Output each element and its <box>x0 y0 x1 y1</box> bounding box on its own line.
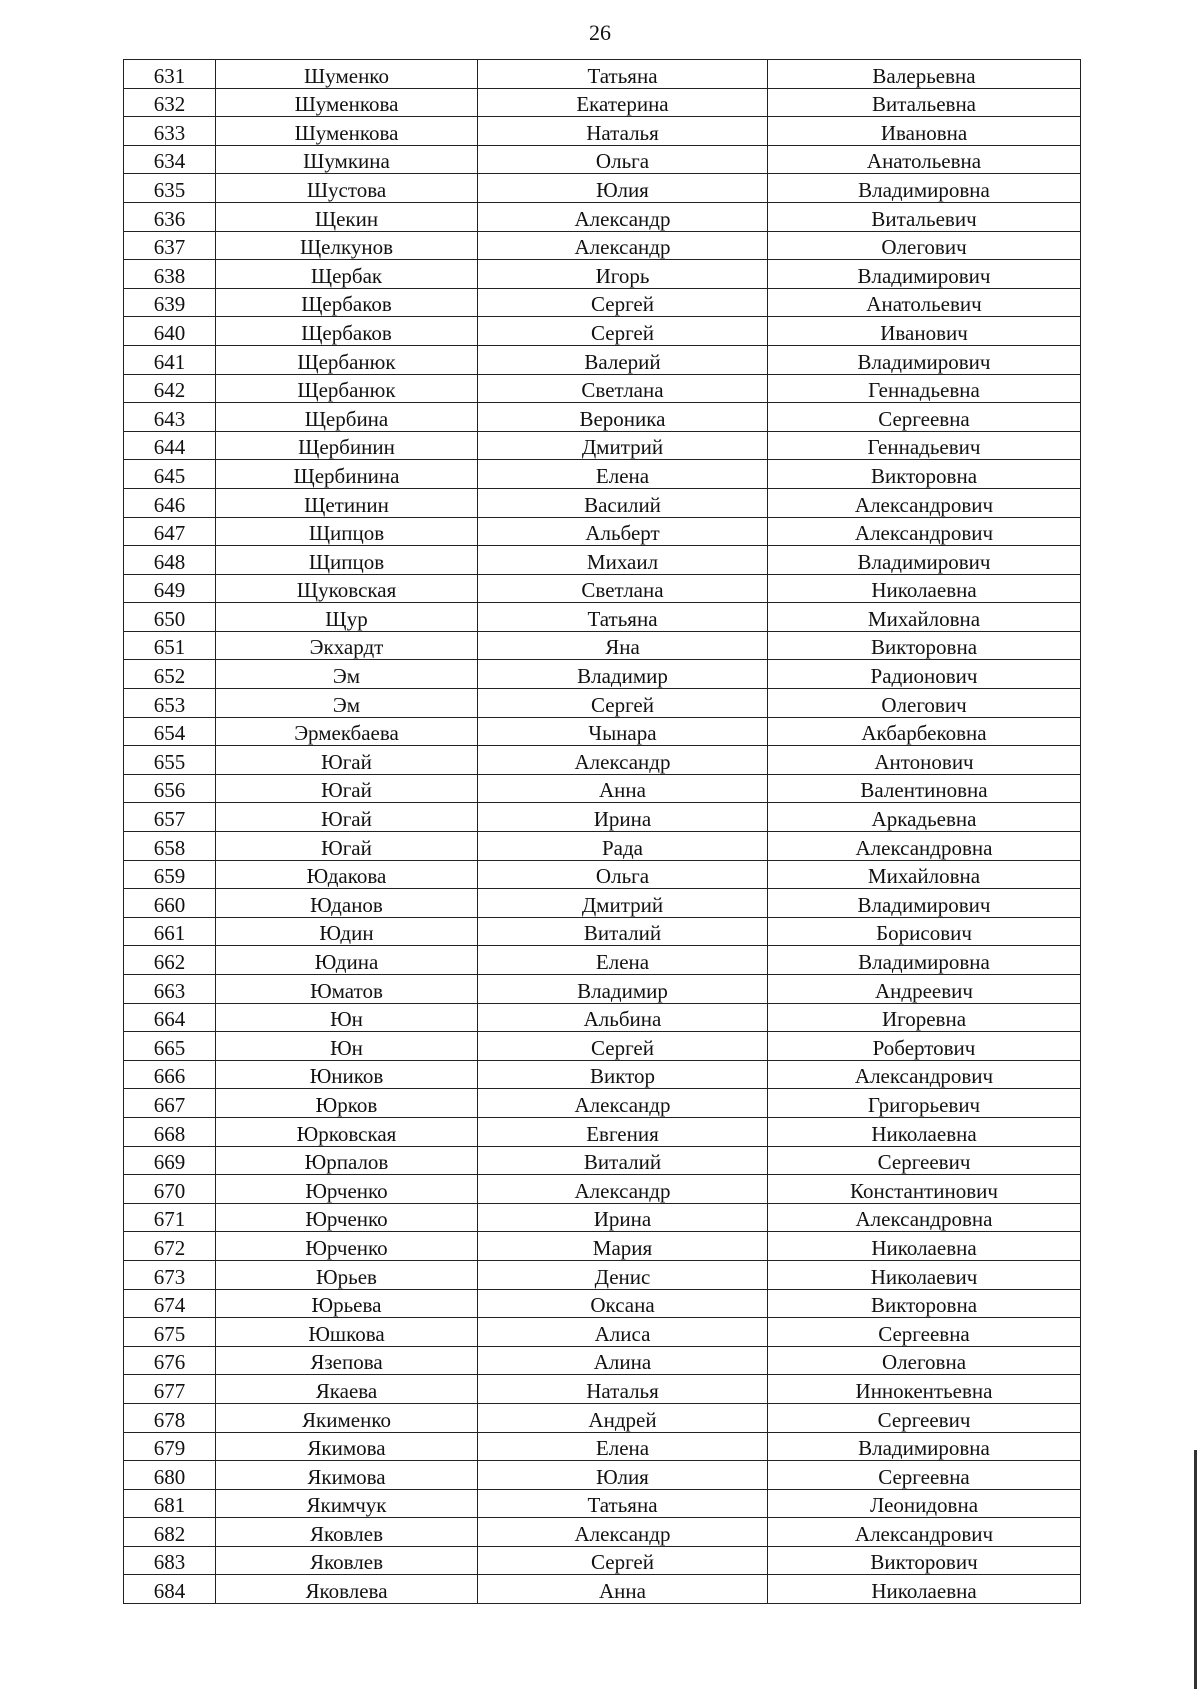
row-number-cell: 655 <box>124 746 216 775</box>
table-row <box>124 1489 1081 1518</box>
table-row <box>124 88 1081 117</box>
row-number-cell: 682 <box>124 1518 216 1547</box>
row-number-cell: 662 <box>124 946 216 975</box>
first-name-cell: Александр <box>478 746 768 775</box>
patronymic-cell: Николаевна <box>768 1575 1081 1604</box>
last-name-cell: Шуменкова <box>216 117 478 146</box>
patronymic-cell: Сергеевич <box>768 1403 1081 1432</box>
row-number-cell: 640 <box>124 317 216 346</box>
last-name-cell: Щипцов <box>216 517 478 546</box>
patronymic-cell: Радионович <box>768 660 1081 689</box>
first-name-cell: Евгения <box>478 1117 768 1146</box>
last-name-cell: Юрьев <box>216 1260 478 1289</box>
last-name-cell: Щербаков <box>216 288 478 317</box>
patronymic-cell: Ивановна <box>768 117 1081 146</box>
patronymic-cell: Александровна <box>768 1203 1081 1232</box>
first-name-cell: Ирина <box>478 803 768 832</box>
patronymic-cell: Владимировна <box>768 174 1081 203</box>
table-row <box>124 860 1081 889</box>
last-name-cell: Юрков <box>216 1089 478 1118</box>
last-name-cell: Эм <box>216 660 478 689</box>
last-name-cell: Юрьева <box>216 1289 478 1318</box>
last-name-cell: Яковлев <box>216 1518 478 1547</box>
row-number-cell: 654 <box>124 717 216 746</box>
table-row <box>124 1346 1081 1375</box>
patronymic-cell: Викторовна <box>768 631 1081 660</box>
table-row <box>124 803 1081 832</box>
table-row <box>124 1375 1081 1404</box>
last-name-cell: Шустова <box>216 174 478 203</box>
row-number-cell: 645 <box>124 460 216 489</box>
row-number-cell: 657 <box>124 803 216 832</box>
patronymic-cell: Николаевна <box>768 1117 1081 1146</box>
last-name-cell: Юрковская <box>216 1117 478 1146</box>
row-number-cell: 650 <box>124 603 216 632</box>
first-name-cell: Сергей <box>478 317 768 346</box>
row-number-cell: 674 <box>124 1289 216 1318</box>
patronymic-cell: Сергеевич <box>768 1146 1081 1175</box>
first-name-cell: Сергей <box>478 1032 768 1061</box>
table-row <box>124 1318 1081 1347</box>
row-number-cell: 684 <box>124 1575 216 1604</box>
first-name-cell: Сергей <box>478 689 768 718</box>
row-number-cell: 644 <box>124 431 216 460</box>
table-row <box>124 1003 1081 1032</box>
patronymic-cell: Борисович <box>768 917 1081 946</box>
last-name-cell: Щербак <box>216 260 478 289</box>
table-row <box>124 1518 1081 1547</box>
first-name-cell: Светлана <box>478 574 768 603</box>
table-row <box>124 631 1081 660</box>
last-name-cell: Югай <box>216 746 478 775</box>
table-row <box>124 1432 1081 1461</box>
table-row <box>124 202 1081 231</box>
last-name-cell: Юдина <box>216 946 478 975</box>
last-name-cell: Щербанюк <box>216 345 478 374</box>
first-name-cell: Александр <box>478 231 768 260</box>
row-number-cell: 649 <box>124 574 216 603</box>
first-name-cell: Ольга <box>478 860 768 889</box>
first-name-cell: Виталий <box>478 1146 768 1175</box>
first-name-cell: Дмитрий <box>478 889 768 918</box>
last-name-cell: Югай <box>216 803 478 832</box>
row-number-cell: 681 <box>124 1489 216 1518</box>
row-number-cell: 678 <box>124 1403 216 1432</box>
patronymic-cell: Владимирович <box>768 260 1081 289</box>
table-row <box>124 1146 1081 1175</box>
first-name-cell: Альбина <box>478 1003 768 1032</box>
scan-edge-line <box>1194 1450 1197 1689</box>
last-name-cell: Юдакова <box>216 860 478 889</box>
patronymic-cell: Антонович <box>768 746 1081 775</box>
first-name-cell: Татьяна <box>478 1489 768 1518</box>
patronymic-cell: Сергеевна <box>768 1461 1081 1490</box>
row-number-cell: 656 <box>124 774 216 803</box>
first-name-cell: Елена <box>478 946 768 975</box>
table-row <box>124 1117 1081 1146</box>
last-name-cell: Юрченко <box>216 1232 478 1261</box>
last-name-cell: Якимова <box>216 1432 478 1461</box>
row-number-cell: 669 <box>124 1146 216 1175</box>
table-row <box>124 975 1081 1004</box>
first-name-cell: Игорь <box>478 260 768 289</box>
patronymic-cell: Викторович <box>768 1546 1081 1575</box>
row-number-cell: 668 <box>124 1117 216 1146</box>
first-name-cell: Елена <box>478 460 768 489</box>
table-row <box>124 431 1081 460</box>
table-row <box>124 603 1081 632</box>
last-name-cell: Якимчук <box>216 1489 478 1518</box>
first-name-cell: Анна <box>478 774 768 803</box>
patronymic-cell: Николаевна <box>768 574 1081 603</box>
table-row <box>124 460 1081 489</box>
patronymic-cell: Геннадьевна <box>768 374 1081 403</box>
table-row <box>124 1289 1081 1318</box>
last-name-cell: Щербаков <box>216 317 478 346</box>
row-number-cell: 683 <box>124 1546 216 1575</box>
table-row <box>124 546 1081 575</box>
table-row <box>124 1060 1081 1089</box>
first-name-cell: Екатерина <box>478 88 768 117</box>
first-name-cell: Денис <box>478 1260 768 1289</box>
patronymic-cell: Анатольевич <box>768 288 1081 317</box>
patronymic-cell: Викторовна <box>768 1289 1081 1318</box>
patronymic-cell: Владимировна <box>768 1432 1081 1461</box>
first-name-cell: Вероника <box>478 403 768 432</box>
patronymic-cell: Леонидовна <box>768 1489 1081 1518</box>
table-row <box>124 260 1081 289</box>
first-name-cell: Сергей <box>478 1546 768 1575</box>
row-number-cell: 671 <box>124 1203 216 1232</box>
first-name-cell: Алиса <box>478 1318 768 1347</box>
table-row <box>124 374 1081 403</box>
row-number-cell: 664 <box>124 1003 216 1032</box>
table-row <box>124 1575 1081 1604</box>
first-name-cell: Валерий <box>478 345 768 374</box>
last-name-cell: Щур <box>216 603 478 632</box>
table-row <box>124 1232 1081 1261</box>
table-row <box>124 517 1081 546</box>
table-row <box>124 60 1081 89</box>
last-name-cell: Юматов <box>216 975 478 1004</box>
table-row <box>124 946 1081 975</box>
last-name-cell: Юников <box>216 1060 478 1089</box>
table-row <box>124 832 1081 861</box>
row-number-cell: 680 <box>124 1461 216 1490</box>
patronymic-cell: Аркадьевна <box>768 803 1081 832</box>
row-number-cell: 636 <box>124 202 216 231</box>
patronymic-cell: Олегович <box>768 689 1081 718</box>
row-number-cell: 633 <box>124 117 216 146</box>
row-number-cell: 648 <box>124 546 216 575</box>
table-row <box>124 1260 1081 1289</box>
first-name-cell: Ольга <box>478 145 768 174</box>
patronymic-cell: Олегович <box>768 231 1081 260</box>
table-row <box>124 689 1081 718</box>
patronymic-cell: Владимирович <box>768 345 1081 374</box>
table-row <box>124 317 1081 346</box>
table-row <box>124 774 1081 803</box>
patronymic-cell: Валентиновна <box>768 774 1081 803</box>
table-row <box>124 660 1081 689</box>
table-row <box>124 1203 1081 1232</box>
last-name-cell: Щуковская <box>216 574 478 603</box>
table-row <box>124 488 1081 517</box>
last-name-cell: Юданов <box>216 889 478 918</box>
first-name-cell: Владимир <box>478 660 768 689</box>
first-name-cell: Елена <box>478 1432 768 1461</box>
row-number-cell: 634 <box>124 145 216 174</box>
patronymic-cell: Сергеевна <box>768 1318 1081 1347</box>
patronymic-cell: Владимирович <box>768 889 1081 918</box>
row-number-cell: 642 <box>124 374 216 403</box>
first-name-cell: Рада <box>478 832 768 861</box>
last-name-cell: Юрченко <box>216 1203 478 1232</box>
first-name-cell: Наталья <box>478 117 768 146</box>
table-row <box>124 403 1081 432</box>
row-number-cell: 658 <box>124 832 216 861</box>
table-row <box>124 1546 1081 1575</box>
patronymic-cell: Витальевна <box>768 88 1081 117</box>
patronymic-cell: Сергеевна <box>768 403 1081 432</box>
patronymic-cell: Геннадьевич <box>768 431 1081 460</box>
last-name-cell: Югай <box>216 774 478 803</box>
patronymic-cell: Михайловна <box>768 860 1081 889</box>
last-name-cell: Якименко <box>216 1403 478 1432</box>
table-row <box>124 1403 1081 1432</box>
first-name-cell: Александр <box>478 202 768 231</box>
row-number-cell: 672 <box>124 1232 216 1261</box>
patronymic-cell: Александрович <box>768 1518 1081 1547</box>
first-name-cell: Наталья <box>478 1375 768 1404</box>
table-row <box>124 1461 1081 1490</box>
table-row <box>124 917 1081 946</box>
patronymic-cell: Витальевич <box>768 202 1081 231</box>
row-number-cell: 631 <box>124 60 216 89</box>
last-name-cell: Шуменкова <box>216 88 478 117</box>
row-number-cell: 667 <box>124 1089 216 1118</box>
last-name-cell: Шуменко <box>216 60 478 89</box>
table-row <box>124 174 1081 203</box>
table-row <box>124 345 1081 374</box>
row-number-cell: 639 <box>124 288 216 317</box>
first-name-cell: Анна <box>478 1575 768 1604</box>
patronymic-cell: Владимировна <box>768 946 1081 975</box>
last-name-cell: Яковлева <box>216 1575 478 1604</box>
last-name-cell: Юдин <box>216 917 478 946</box>
row-number-cell: 652 <box>124 660 216 689</box>
patronymic-cell: Викторовна <box>768 460 1081 489</box>
last-name-cell: Шумкина <box>216 145 478 174</box>
row-number-cell: 643 <box>124 403 216 432</box>
row-number-cell: 637 <box>124 231 216 260</box>
patronymic-cell: Александрович <box>768 1060 1081 1089</box>
first-name-cell: Михаил <box>478 546 768 575</box>
first-name-cell: Александр <box>478 1518 768 1547</box>
first-name-cell: Чынара <box>478 717 768 746</box>
patronymic-cell: Николаевна <box>768 1232 1081 1261</box>
table-row <box>124 231 1081 260</box>
last-name-cell: Эм <box>216 689 478 718</box>
patronymic-cell: Григорьевич <box>768 1089 1081 1118</box>
table-row <box>124 717 1081 746</box>
last-name-cell: Якаева <box>216 1375 478 1404</box>
row-number-cell: 673 <box>124 1260 216 1289</box>
last-name-cell: Щекин <box>216 202 478 231</box>
row-number-cell: 635 <box>124 174 216 203</box>
first-name-cell: Виктор <box>478 1060 768 1089</box>
names-table <box>123 59 1081 1604</box>
last-name-cell: Щербинина <box>216 460 478 489</box>
last-name-cell: Юн <box>216 1032 478 1061</box>
last-name-cell: Югай <box>216 832 478 861</box>
first-name-cell: Сергей <box>478 288 768 317</box>
first-name-cell: Юлия <box>478 1461 768 1490</box>
last-name-cell: Щербина <box>216 403 478 432</box>
row-number-cell: 666 <box>124 1060 216 1089</box>
last-name-cell: Якимова <box>216 1461 478 1490</box>
names-table-body <box>124 60 1081 1604</box>
page-number: 26 <box>589 20 611 45</box>
first-name-cell: Владимир <box>478 975 768 1004</box>
table-row <box>124 288 1081 317</box>
patronymic-cell: Игоревна <box>768 1003 1081 1032</box>
patronymic-cell: Николаевич <box>768 1260 1081 1289</box>
patronymic-cell: Иванович <box>768 317 1081 346</box>
row-number-cell: 670 <box>124 1175 216 1204</box>
last-name-cell: Юрпалов <box>216 1146 478 1175</box>
patronymic-cell: Робертович <box>768 1032 1081 1061</box>
first-name-cell: Дмитрий <box>478 431 768 460</box>
row-number-cell: 661 <box>124 917 216 946</box>
first-name-cell: Виталий <box>478 917 768 946</box>
first-name-cell: Светлана <box>478 374 768 403</box>
patronymic-cell: Олеговна <box>768 1346 1081 1375</box>
patronymic-cell: Александрович <box>768 488 1081 517</box>
table-row <box>124 1175 1081 1204</box>
row-number-cell: 676 <box>124 1346 216 1375</box>
patronymic-cell: Иннокентьевна <box>768 1375 1081 1404</box>
last-name-cell: Щетинин <box>216 488 478 517</box>
last-name-cell: Юшкова <box>216 1318 478 1347</box>
last-name-cell: Юрченко <box>216 1175 478 1204</box>
patronymic-cell: Владимирович <box>768 546 1081 575</box>
row-number-cell: 641 <box>124 345 216 374</box>
table-row <box>124 1032 1081 1061</box>
row-number-cell: 677 <box>124 1375 216 1404</box>
table-row <box>124 574 1081 603</box>
first-name-cell: Яна <box>478 631 768 660</box>
last-name-cell: Щербанюк <box>216 374 478 403</box>
row-number-cell: 653 <box>124 689 216 718</box>
table-row <box>124 1089 1081 1118</box>
patronymic-cell: Акбарбековна <box>768 717 1081 746</box>
row-number-cell: 646 <box>124 488 216 517</box>
first-name-cell: Мария <box>478 1232 768 1261</box>
last-name-cell: Эрмекбаева <box>216 717 478 746</box>
row-number-cell: 638 <box>124 260 216 289</box>
patronymic-cell: Константинович <box>768 1175 1081 1204</box>
row-number-cell: 665 <box>124 1032 216 1061</box>
row-number-cell: 647 <box>124 517 216 546</box>
last-name-cell: Щипцов <box>216 546 478 575</box>
first-name-cell: Алина <box>478 1346 768 1375</box>
row-number-cell: 660 <box>124 889 216 918</box>
first-name-cell: Альберт <box>478 517 768 546</box>
patronymic-cell: Александрович <box>768 517 1081 546</box>
patronymic-cell: Александровна <box>768 832 1081 861</box>
first-name-cell: Ирина <box>478 1203 768 1232</box>
first-name-cell: Татьяна <box>478 603 768 632</box>
last-name-cell: Щелкунов <box>216 231 478 260</box>
first-name-cell: Александр <box>478 1089 768 1118</box>
table-row <box>124 746 1081 775</box>
patronymic-cell: Валерьевна <box>768 60 1081 89</box>
first-name-cell: Александр <box>478 1175 768 1204</box>
first-name-cell: Татьяна <box>478 60 768 89</box>
row-number-cell: 675 <box>124 1318 216 1347</box>
last-name-cell: Язепова <box>216 1346 478 1375</box>
row-number-cell: 659 <box>124 860 216 889</box>
patronymic-cell: Андреевич <box>768 975 1081 1004</box>
last-name-cell: Щербинин <box>216 431 478 460</box>
patronymic-cell: Анатольевна <box>768 145 1081 174</box>
last-name-cell: Яковлев <box>216 1546 478 1575</box>
first-name-cell: Оксана <box>478 1289 768 1318</box>
patronymic-cell: Михайловна <box>768 603 1081 632</box>
row-number-cell: 632 <box>124 88 216 117</box>
last-name-cell: Юн <box>216 1003 478 1032</box>
row-number-cell: 651 <box>124 631 216 660</box>
first-name-cell: Василий <box>478 488 768 517</box>
first-name-cell: Андрей <box>478 1403 768 1432</box>
row-number-cell: 679 <box>124 1432 216 1461</box>
last-name-cell: Экхардт <box>216 631 478 660</box>
first-name-cell: Юлия <box>478 174 768 203</box>
table-row <box>124 889 1081 918</box>
table-row <box>124 117 1081 146</box>
row-number-cell: 663 <box>124 975 216 1004</box>
table-row <box>124 145 1081 174</box>
